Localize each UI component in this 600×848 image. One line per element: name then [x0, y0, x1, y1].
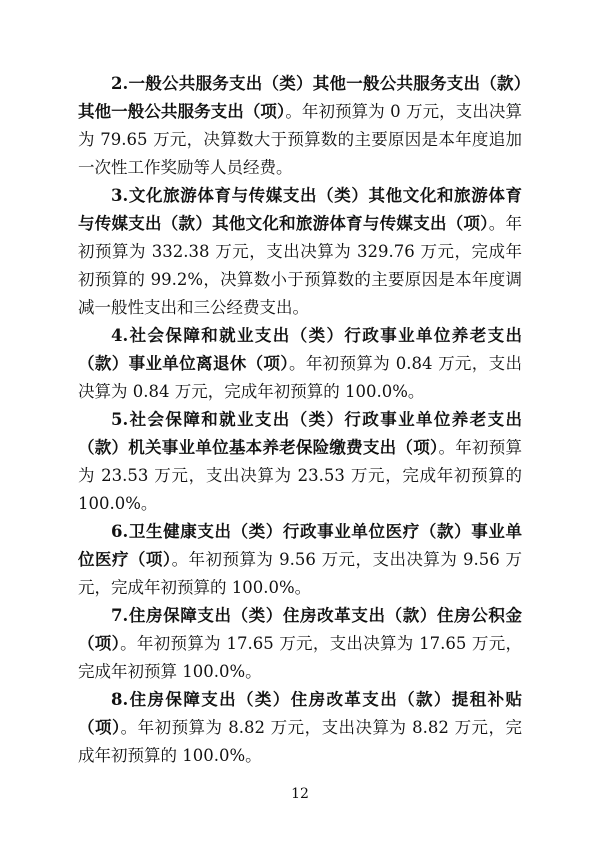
paragraph-heading: 8.住房保障支出（类）住房改革支出（款）提租补贴（项） [78, 690, 522, 737]
paragraph-item-5 [78, 406, 522, 518]
paragraph-item-4 [78, 322, 522, 406]
paragraph-body: 。年初预算为 9.56 万元，支出决算为 9.56 万元，完成年初预算的 100.0%。 [78, 550, 522, 597]
paragraph-heading: 4.社会保障和就业支出（类）行政事业单位养老支出（款）事业单位离退休（项） [78, 326, 522, 373]
paragraph-item-7 [78, 602, 522, 686]
page-number: 12 [291, 786, 309, 802]
paragraph-body: 。年初预算为 332.38 万元，支出决算为 329.76 万元，完成年初预算的 99.2%，决算数小于预算数的主要原因是本年度调减一般性支出和三公经费支出。 [78, 214, 523, 317]
paragraph-heading: 7.住房保障支出（类）住房改革支出（款）住房公积金（项） [78, 606, 522, 653]
paragraph-item-8 [78, 686, 522, 770]
paragraph-item-6 [78, 518, 522, 602]
paragraph-heading: 3.文化旅游体育与传媒支出（类）其他文化和旅游体育与传媒支出（款）其他文化和旅游体育与传媒支出（项） [78, 186, 522, 233]
paragraph-body: 。年初预算为 17.65 万元，支出决算为 17.65 万元，完成年初预算 100.0%。 [78, 634, 523, 681]
paragraph-body: 。年初预算为 8.82 万元，支出决算为 8.82 万元，完成年初预算的 100.0%。 [78, 718, 522, 765]
paragraph-heading: 2.一般公共服务支出（类）其他一般公共服务支出（款）其他一般公共服务支出（项） [78, 74, 522, 121]
paragraph-item-2 [78, 70, 522, 182]
document-body [78, 70, 522, 770]
paragraph-body: 。年初预算为 23.53 万元，支出决算为 23.53 万元，完成年初预算的 100.0%。 [78, 438, 523, 513]
paragraph-body: 。年初预算为 0.84 万元，支出决算为 0.84 万元，完成年初预算的 100.0%。 [78, 354, 523, 401]
paragraph-item-3 [78, 182, 522, 322]
paragraph-body: 。年初预算为 0 万元，支出决算为 79.65 万元，决算数大于预算数的主要原因是本年度追加一次性工作奖励等人员经费。 [78, 102, 522, 177]
paragraph-heading: 5.社会保障和就业支出（类）行政事业单位养老支出（款）机关事业单位基本养老保险缴费支出（项） [78, 410, 522, 457]
paragraph-heading: 6.卫生健康支出（类）行政事业单位医疗（款）事业单位医疗（项） [78, 522, 522, 569]
